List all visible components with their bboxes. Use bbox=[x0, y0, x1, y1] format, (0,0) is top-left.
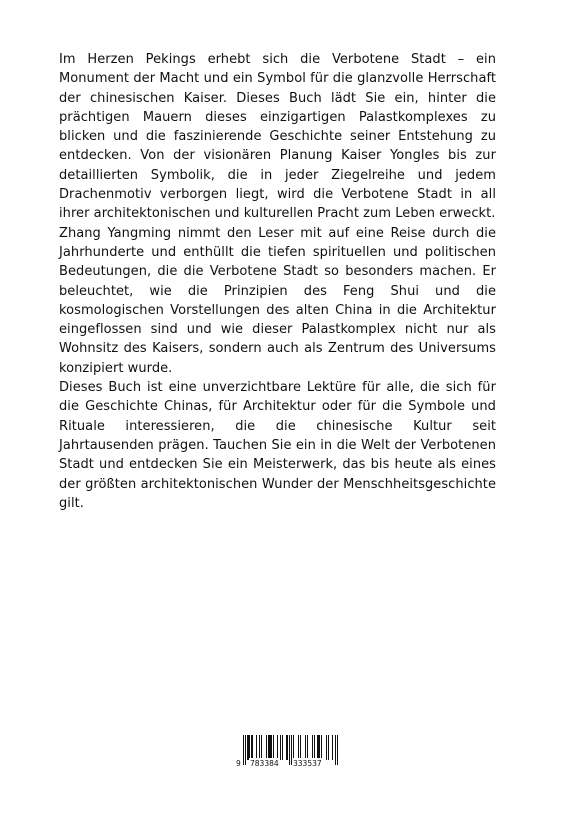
barcode-left-group: 783384 bbox=[250, 759, 279, 768]
barcode-bar bbox=[269, 735, 270, 760]
barcode-bar bbox=[277, 735, 278, 760]
barcode-bar bbox=[305, 735, 306, 760]
barcode-bar bbox=[259, 735, 260, 760]
barcode-bar bbox=[332, 735, 333, 760]
barcode-bar bbox=[328, 735, 329, 760]
barcode-bar bbox=[307, 735, 308, 760]
barcode-bar bbox=[248, 735, 249, 760]
barcode-bar bbox=[273, 735, 274, 760]
barcode-bar bbox=[256, 735, 257, 760]
barcode-bar bbox=[268, 735, 269, 760]
blurb-paragraph-2: Zhang Yangming nimmt den Leser mit auf eine Reise durch die Jahrhunderte und enthüllt die tiefen spirituellen und politischen Bedeutungen, die die Verbotene Stadt so besonders machen. Er beleuchtet, wie die Prinzipien des Feng Shui und die kosmologischen Vorstellungen des alten China in die Architektur eingeflossen sind und wie dieser Palastkomplex nicht nur als Wohnsitz des Kaisers, sondern auch als Zentrum des Universums konzipiert wurde. bbox=[59, 225, 496, 376]
barcode-right-group: 333537 bbox=[293, 759, 322, 768]
barcode-bar bbox=[326, 735, 327, 760]
isbn-barcode bbox=[236, 735, 340, 769]
barcode-bar bbox=[251, 735, 252, 760]
barcode-bar bbox=[261, 735, 262, 760]
barcode-first-digit: 9 bbox=[236, 759, 241, 768]
blurb-text bbox=[59, 50, 496, 513]
barcode-bar bbox=[271, 735, 272, 760]
barcode-bar bbox=[298, 735, 299, 760]
barcode-bar bbox=[287, 735, 288, 760]
barcode-bar bbox=[286, 735, 287, 760]
barcode-bar bbox=[293, 735, 294, 760]
barcode-bar bbox=[270, 735, 271, 760]
barcode-bar bbox=[314, 735, 315, 760]
barcode-bar bbox=[247, 735, 248, 760]
barcode-bar bbox=[312, 735, 313, 760]
barcode-bar bbox=[282, 735, 283, 760]
barcode-bar bbox=[300, 735, 301, 760]
barcode-bar bbox=[317, 735, 318, 760]
barcode-bar bbox=[318, 735, 319, 760]
barcode-bar bbox=[321, 735, 322, 760]
barcode-bar bbox=[249, 735, 250, 760]
barcode-digits bbox=[236, 758, 340, 770]
barcode-bar bbox=[252, 735, 253, 760]
barcode-bar bbox=[266, 735, 267, 760]
blurb-paragraph-3: Dieses Buch ist eine unverzichtbare Lektüre für alle, die sich für die Geschichte Chinas, für Architektur oder für die Symbole und Rituale interessieren, die die chinesische Kultur seit Jahrtausenden prägen. Tauchen Sie ein in die Welt der Verbotenen Stadt und entdecken Sie ein Meisterwerk, das bis heute als eines der größten architektonischen Wunder der Menschheitsgeschichte gilt. bbox=[59, 380, 496, 511]
blurb-paragraph-1: Im Herzen Pekings erhebt sich die Verbotene Stadt – ein Monument der Macht und ein Symbol für die glanzvolle Herrschaft der chinesischen Kaiser. Dieses Buch lädt Sie ein, hinter die prächtigen Mauern dieses einzigartigen Palastkomplexes zu blicken und die faszinierende Geschichte seiner Entstehung zu entdecken. Von der visionären Planung Kaiser Yongles bis zur detaillierten Symbolik, die in jeder Ziegelreihe und jedem Drachenmotiv verborgen liegt, wird die Verbotene Stadt in all ihrer architektonischen und kulturellen Pracht zum Leben erweckt. bbox=[59, 52, 496, 222]
barcode-bar bbox=[319, 735, 320, 760]
barcode-bar bbox=[280, 735, 281, 760]
